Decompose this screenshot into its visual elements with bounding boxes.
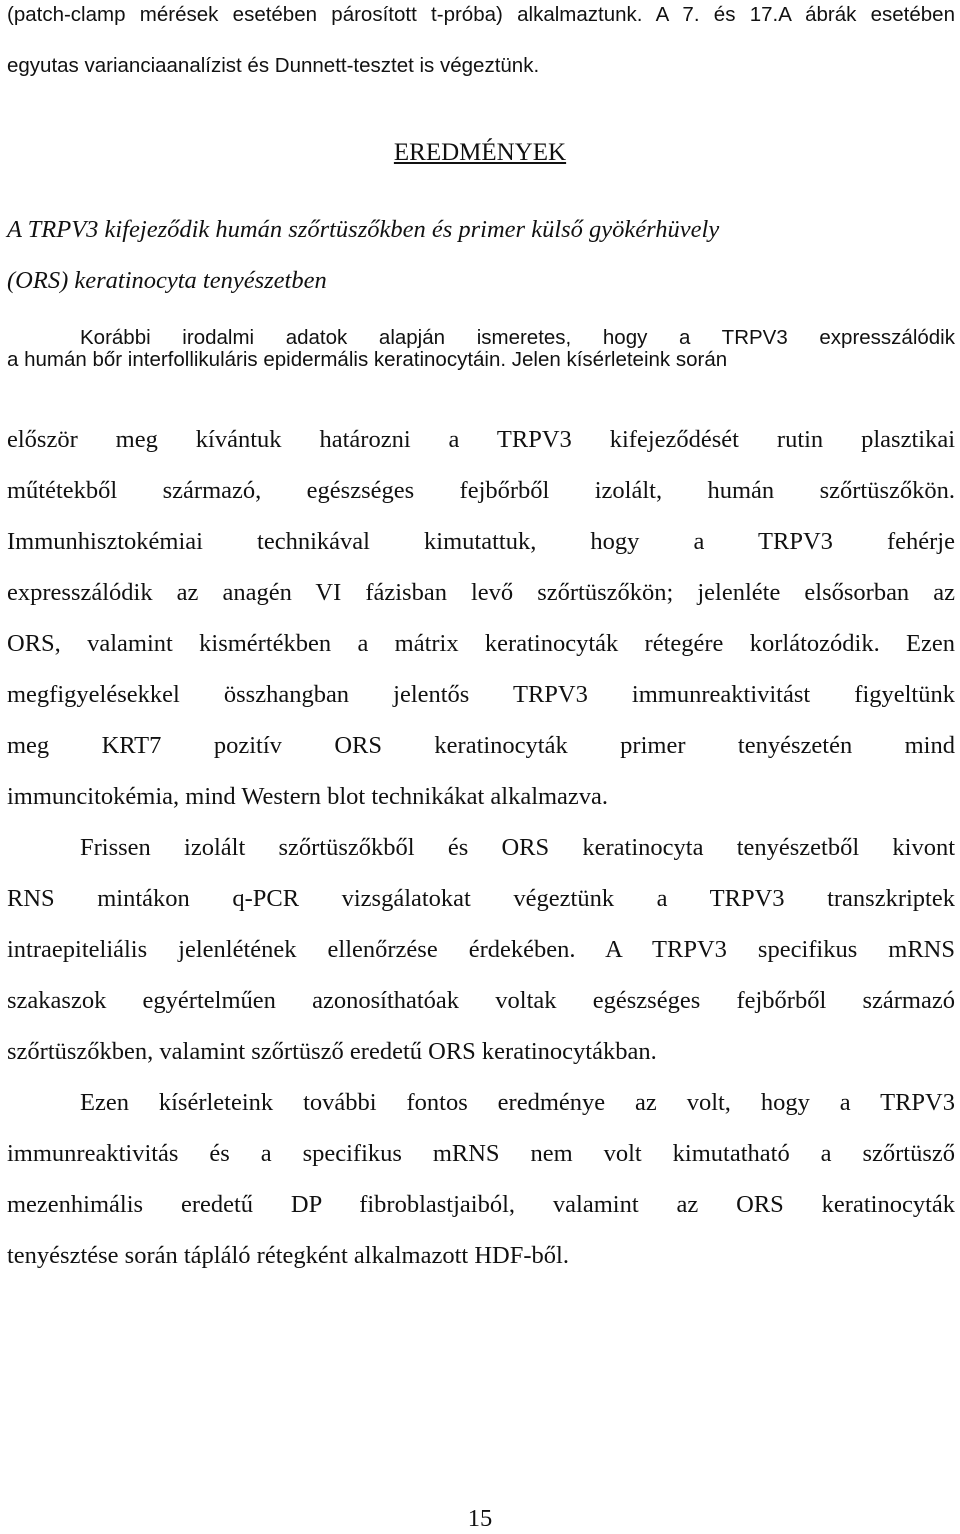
paragraph-3-line: Ezen kísérleteink további fontos eredménye az volt, hogy a TRPV3 <box>80 1089 955 1116</box>
subsection-title-line-1: A TRPV3 kifejeződik humán szőrtüszőkben és primer külső gyökérhüvely <box>7 216 720 243</box>
paragraph-3-line: mezenhimális eredetű DP fibroblastjaiból, valamint az ORS keratinocyták <box>7 1191 955 1218</box>
paragraph-2-line: szőrtüszőkben, valamint szőrtüsző eredetű ORS keratinocytákban. <box>7 1038 657 1065</box>
paragraph-1-line: műtétekből származó, egészséges fejbőrből izolált, humán szőrtüszőkön. <box>7 477 955 504</box>
subsection-title-line-2: (ORS) keratinocyta tenyészetben <box>7 267 327 294</box>
paragraph-3-line: immunreaktivitás és a specifikus mRNS nem volt kimutatható a szőrtüsző <box>7 1140 955 1167</box>
paragraph-1-line: először meg kívántuk határozni a TRPV3 kifejeződését rutin plasztikai <box>7 426 955 453</box>
paragraph-2-line: RNS mintákon q-PCR vizsgálatokat végeztünk a TRPV3 transzkriptek <box>7 885 955 912</box>
paragraph-1-line: ORS, valamint kismértékben a mátrix keratinocyták rétegére korlátozódik. Ezen <box>7 630 955 657</box>
paragraph-1-line: Immunhisztokémiai technikával kimutattuk, hogy a TRPV3 fehérje <box>7 528 955 555</box>
paragraph-2-line: szakaszok egyértelműen azonosíthatóak voltak egészséges fejbőrből származó <box>7 987 955 1014</box>
paragraph-1-line: immuncitokémia, mind Western blot technikákat alkalmazva. <box>7 783 609 810</box>
paragraph-1-line: Korábbi irodalmi adatok alapján ismeretes, hogy a TRPV3 expresszálódik <box>80 326 955 349</box>
paragraph-3-line: tenyésztése során tápláló rétegként alkalmazott HDF-ből. <box>7 1242 569 1269</box>
paragraph-1-line: megfigyelésekkel összhangban jelentős TRPV3 immunreaktivitást figyeltünk <box>7 681 955 708</box>
paragraph-1-line: a humán bőr interfollikuláris epidermális keratinocytáin. Jelen kísérleteink során <box>7 348 728 371</box>
intro-line-1: (patch-clamp mérések esetében párosított t-próba) alkalmaztunk. A 7. és 17.A ábrák esetében <box>7 3 955 26</box>
paragraph-2-line: intraepiteliális jelenlétének ellenőrzése érdekében. A TRPV3 specifikus mRNS <box>7 936 955 963</box>
page-number: 15 <box>467 1505 493 1532</box>
section-title: EREDMÉNYEK <box>393 139 567 166</box>
paragraph-1-line: expresszálódik az anagén VI fázisban levő szőrtüszőkön; jelenléte elsősorban az <box>7 579 955 606</box>
paragraph-2-line: Frissen izolált szőrtüszőkből és ORS keratinocyta tenyészetből kivont <box>80 834 955 861</box>
intro-line-2: egyutas varianciaanalízist és Dunnett-tesztet is végeztünk. <box>7 54 540 77</box>
paragraph-1-line: meg KRT7 pozitív ORS keratinocyták primer tenyészetén mind <box>7 732 955 759</box>
